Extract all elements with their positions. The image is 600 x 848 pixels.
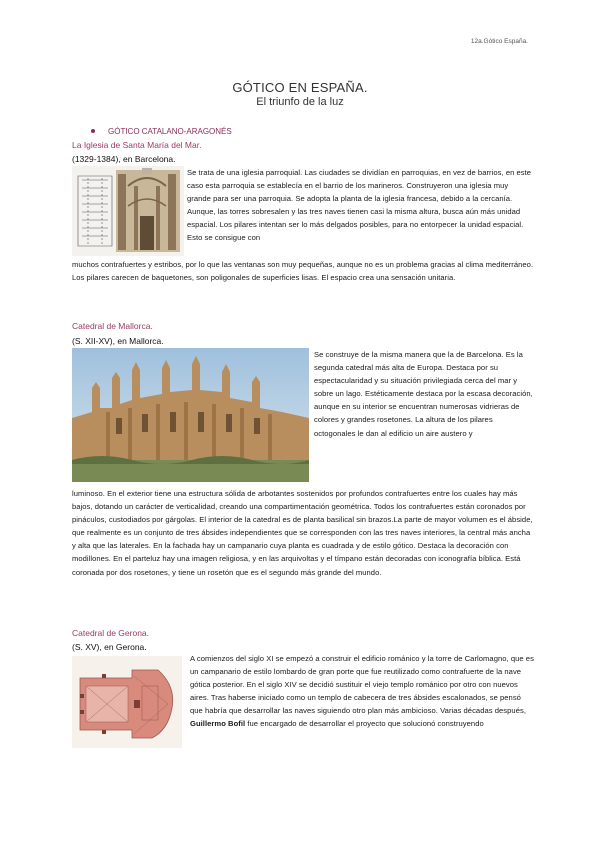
bullet-heading-text: GÓTICO CATALANO-ARAGONÉS bbox=[108, 127, 232, 136]
header-tag: 12a.Gótico España. bbox=[470, 38, 528, 45]
section-title-mallorca: Catedral de Mallorca. bbox=[72, 321, 153, 331]
barcelona-text-full: muchos contrafuertes y estribos, por lo que las ventanas son muy pequeñas, aunque no es un problema gracias al clima mediterráneo. Los pilares carecen de baquetones, son poligonales de superficies lisas. El espacio crea una sensación unitaria. bbox=[72, 260, 534, 283]
bullet-icon bbox=[91, 129, 95, 133]
section-sub-barcelona: (1329-1384), en Barcelona. bbox=[72, 154, 176, 164]
section-title-gerona: Catedral de Gerona. bbox=[72, 628, 150, 638]
section-title-barcelona: La Iglesia de Santa María del Mar. bbox=[72, 140, 202, 150]
section-sub-mallorca: (S. XII-XV), en Mallorca. bbox=[72, 336, 164, 346]
mallorca-text-full: luminoso. En el exterior tiene una estructura sólida de arbotantes sostenidos por profundos contrafuertes entre los cuales hay más bajos, dotando un carácter de verticalidad, creando una compartimentación geométrica. Todos los contrafuertes están coronados por pináculos, custodiados por gárgolas. El interior de la catedral es de planta basilical sin brazos.La parte de mayor volumen es el ábside, que realmente es un conjunto de tres ábsides independientes que se corresponden con las tres naves interiores, la central más ancha y alta que las laterales. En la fachada hay un campanario cuya planta es cuadrada y de estilo gótico. Destaca la decoración con modillones. En el parteluz hay una imagen religiosa, y en las arquivoltas y el tímpano están decoradas con iconografía bíblica. Está coronada por dos rosetones, y tiene un rosetón que es el segundo más grande del mundo. bbox=[72, 489, 533, 577]
santa-maria-plan-image bbox=[72, 166, 184, 256]
gerona-bold-name: Guillermo Bofil bbox=[190, 719, 246, 729]
page-title: GÓTICO EN ESPAÑA. bbox=[232, 80, 368, 95]
gerona-plan-image bbox=[72, 656, 182, 748]
page-subtitle: El triunfo de la luz bbox=[256, 96, 344, 108]
bullet-heading bbox=[91, 127, 232, 136]
mallorca-cathedral-image bbox=[72, 348, 309, 482]
gerona-text-a: A comienzos del siglo XI se empezó a construir el edificio románico y la torre de Carlomagno, que es un campanario de estilo lombardo de gran porte que fue reutilizado como contrafuerte de la nave gótica posterior. En el siglo XIV se decidió sustituir el viejo templo románico por otro con nuevos aires. Tras haberse iniciado como un templo de cabecera de tres ábsides escalonados, se pensó que habría que desarrollar las naves siguiendo otro plan más ambicioso. Varias décadas después, bbox=[190, 654, 534, 716]
gerona-text bbox=[190, 652, 534, 731]
section-sub-gerona: (S. XV), en Gerona. bbox=[72, 642, 147, 652]
gerona-text-b: fue encargado de desarrollar el proyecto que solucionó construyendo bbox=[247, 719, 484, 729]
mallorca-text-right: Se construye de la misma manera que la de Barcelona. Es la segunda catedral más alta de Europa. Destaca por su espectacularidad y su situación privilegiada cerca del mar y sobre un lago. Estéticamente destaca por la escasa decoración, aunque en su interior se encuentran numerosas vidrieras de colores y grandes rosetones. La altura de los pilares octogonales le dan al edificio un aire austero y bbox=[314, 350, 533, 438]
barcelona-text-right: Se trata de una iglesia parroquial. Las ciudades se dividían en parroquias, en vez de barrios, en este caso esta parroquia se establecía en el barrio de los marineros. Construyeron una iglesia muy grande para ser una parroquia. Se adopta la planta de la iglesia francesa, debido a la cercanía. Aunque, las torres sobresalen y las tres naves tienen casi la misma altura, busca aún más unidad espacial. Los pilares intentan ser lo más delgados posibles, para no entorpecer la unidad espacial. Esto se consigue con bbox=[187, 168, 532, 243]
